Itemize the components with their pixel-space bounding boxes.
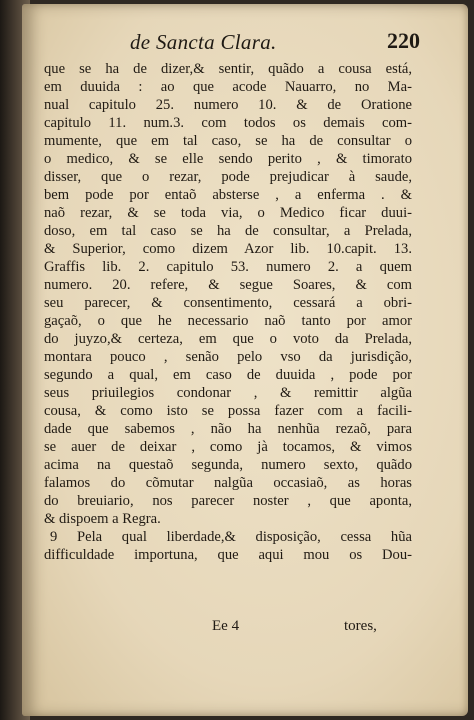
- running-title: de Sancta Clara.: [130, 30, 277, 54]
- text-line: mumente, que em tal caso, se ha de consultar o: [44, 133, 412, 149]
- catchword: tores,: [344, 618, 377, 634]
- text-line: gaçaõ, o que he necessario naõ tanto por amor: [44, 313, 412, 329]
- text-line: acima na questaõ segunda, numero sexto, quãdo: [44, 457, 412, 473]
- text-line: falamos do cõmutar nalgũa occasiaõ, as horas: [44, 475, 412, 491]
- text-line: naõ rezar, & se toda via, o Medico ficar duui-: [44, 205, 412, 221]
- text-line: que se ha de dizer,& sentir, quãdo a cousa está,: [44, 61, 412, 77]
- text-line: o medico, & se elle sendo perito , & timorato: [44, 151, 412, 167]
- text-line: montara pouco , senão pelo vso da jurisdição,: [44, 349, 412, 365]
- text-line: & dispoem a Regra.: [44, 511, 161, 527]
- text-line: doso, em tal caso se ha de consultar, a Prelada,: [44, 223, 412, 239]
- text-line: disser, que o rezar, pode prejudicar à saude,: [44, 169, 412, 185]
- text-line: seus priuilegios condonar , & remittir algũa: [44, 385, 412, 401]
- text-line: seu parecer, & consentimento, cessará a obri-: [44, 295, 412, 311]
- text-line: difficuldade importuna, que aqui mou os Dou-: [44, 547, 412, 563]
- text-line: segundo a qual, em caso de duuida , pode por: [44, 367, 412, 383]
- signature-mark: Ee 4: [212, 618, 240, 634]
- text-line: nual capitulo 25. numero 10. & de Oratione: [44, 97, 412, 113]
- body-text: [44, 60, 412, 564]
- text-line: & Superior, como dizem Azor lib. 10.capit. 13.: [44, 241, 412, 257]
- page-number: 220: [387, 28, 420, 53]
- text-line: capitulo 11. num.3. com todos os demais com-: [44, 115, 412, 131]
- text-line: se auer de deixar , como jà tocamos, & vimos: [44, 439, 412, 455]
- paragraph-start-line: 9 Pela qual liberdade,& disposição, cessa hũa: [50, 529, 412, 545]
- text-line: do breuiario, nos parecer noster , que aponta,: [44, 493, 412, 509]
- text-line: dade que sabemos , não ha nenhũa rezaõ, para: [44, 421, 412, 437]
- text-line: cousa, & como isto se possa fazer com a facili-: [44, 403, 412, 419]
- text-line: Graffis lib. 2. capitulo 53. numero 2. a quem: [44, 259, 412, 275]
- page-footer: [22, 618, 468, 640]
- page-header: [22, 30, 468, 56]
- text-line: numero. 20. refere, & segue Soares, & com: [44, 277, 412, 293]
- text-line: em duuida : ao que acode Nauarro, no Ma-: [44, 79, 412, 95]
- text-line: bem pode por entaõ absterse , a enferma . &: [44, 187, 412, 203]
- text-line: do juyzo,& certeza, em que o voto da Prelada,: [44, 331, 412, 347]
- page: [22, 4, 468, 716]
